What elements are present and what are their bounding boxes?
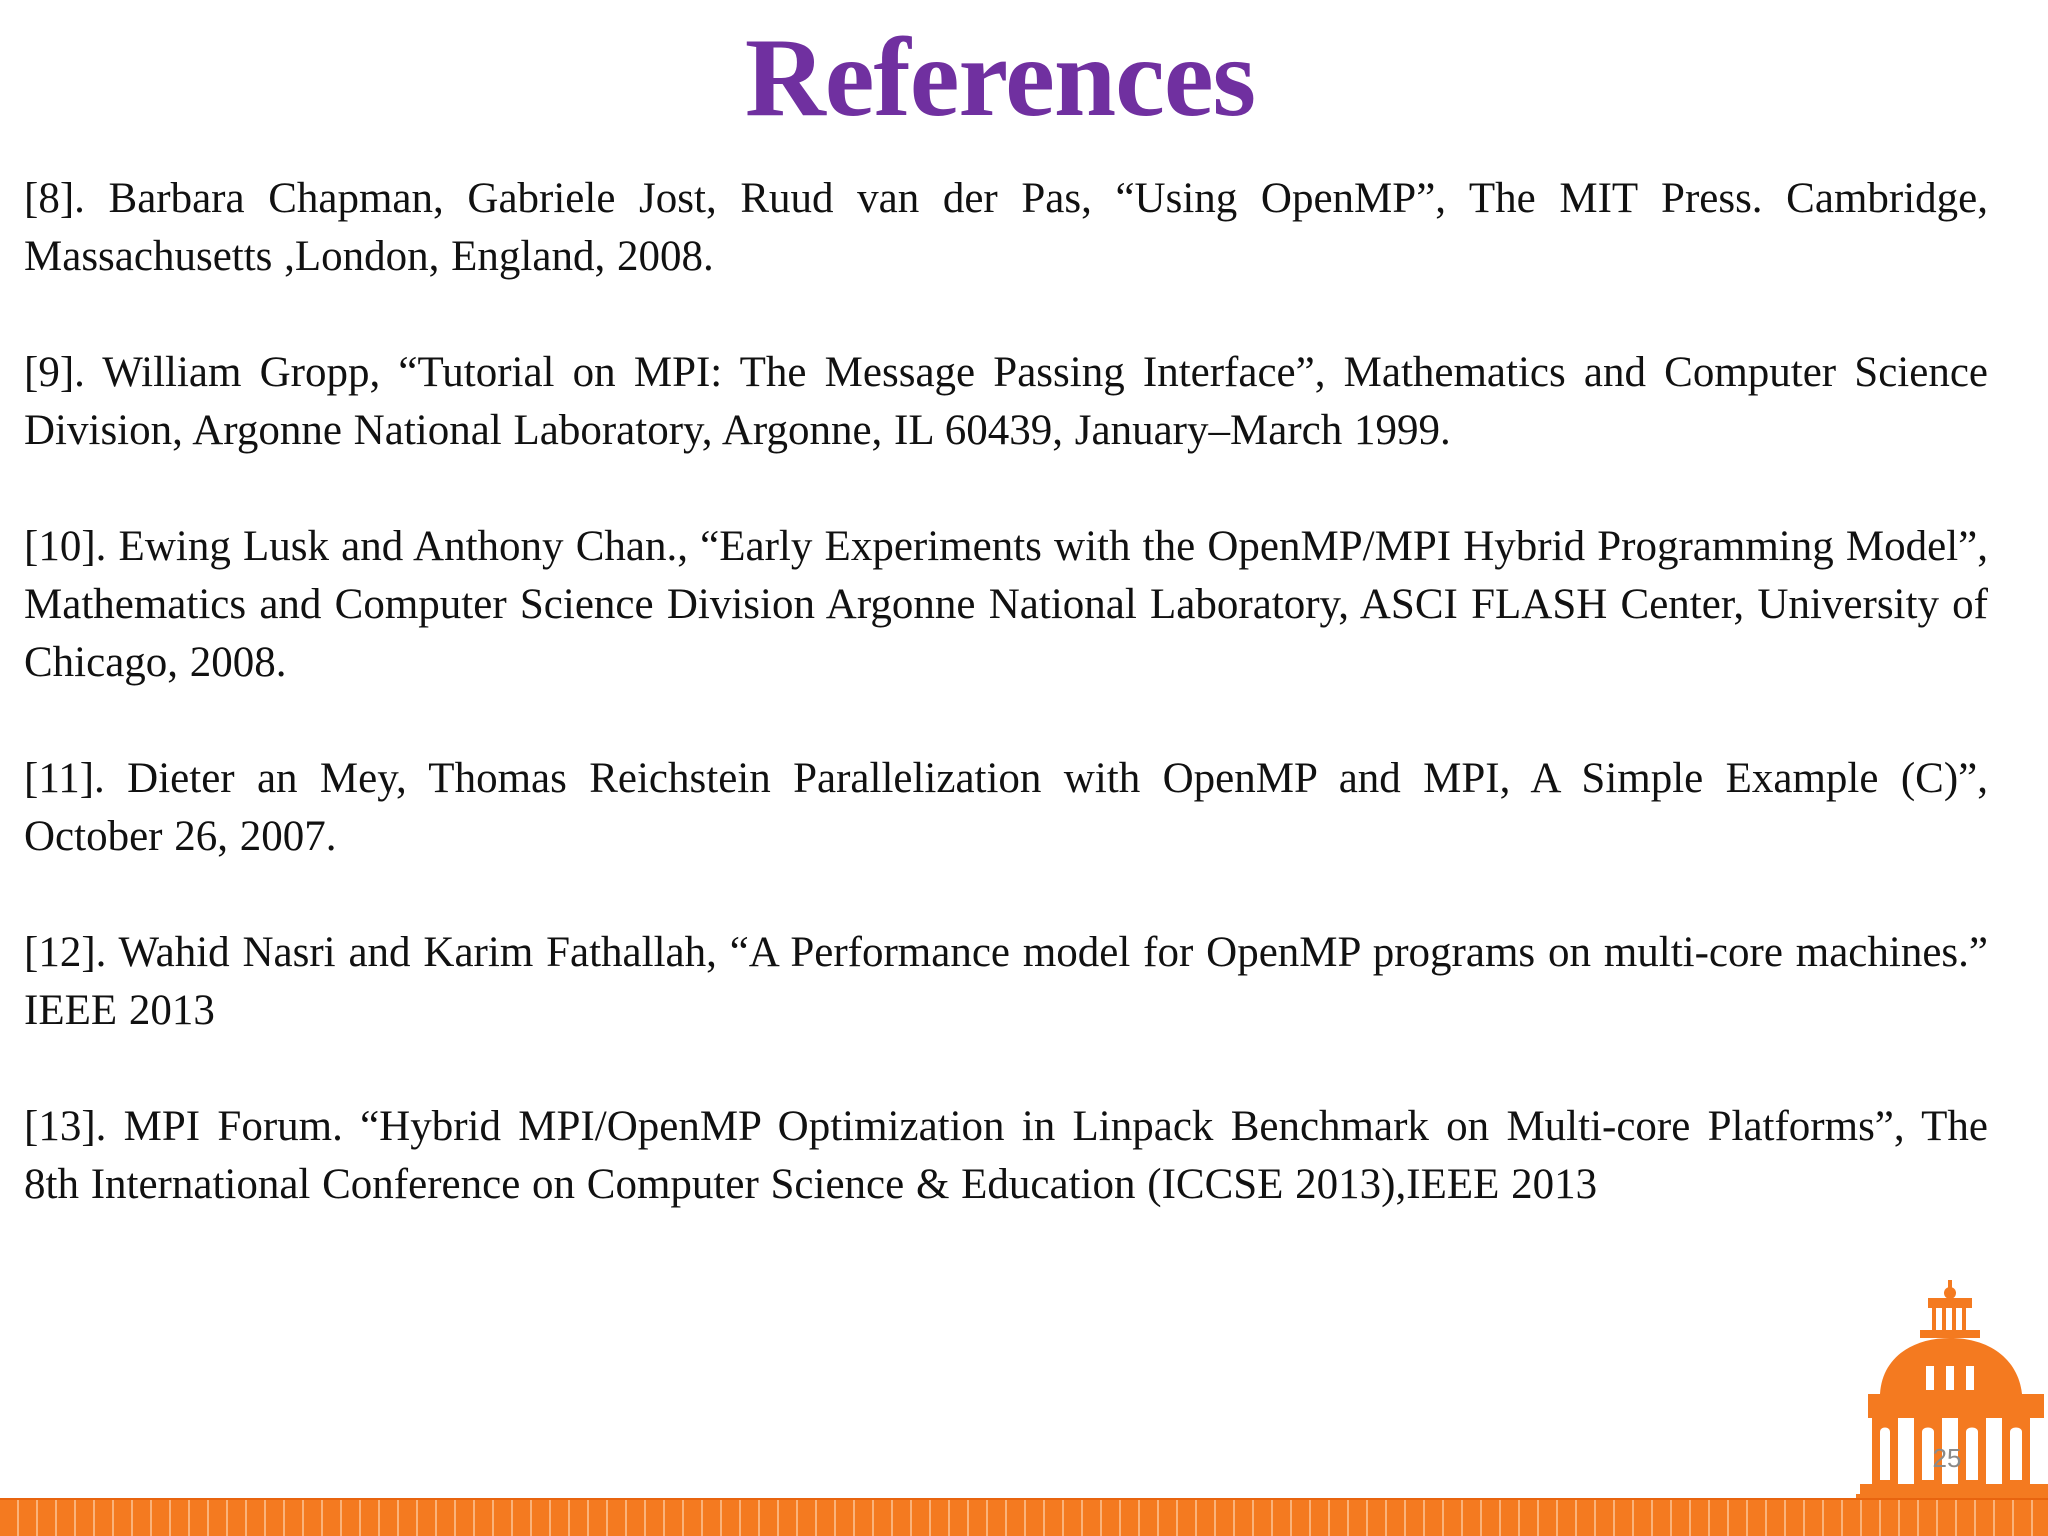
page-number: 25	[1932, 1443, 1962, 1473]
reference-item-13: [13]. MPI Forum. “Hybrid MPI/OpenMP Optimization in Linpack Benchmark on Multi-core Platforms”, The 8th International Conference on Computer Science & Education (ICCSE 2013),IEEE 2013	[24, 1103, 1988, 1208]
footer-bar	[0, 1500, 2048, 1536]
reference-list	[24, 170, 1988, 1214]
reference-item-10: [10]. Ewing Lusk and Anthony Chan., “Early Experiments with the OpenMP/MPI Hybrid Programming Model”, Mathematics and Computer Science Division Argonne National Laboratory, ASCI FLASH Center, University of Chicago, 2008.	[24, 523, 1988, 686]
reference-item-8: [8]. Barbara Chapman, Gabriele Jost, Ruud van der Pas, “Using OpenMP”, The MIT Press. Cambridge, Massachusetts ,London, England, 2008.	[24, 175, 1988, 280]
slide-title: References	[744, 16, 1256, 140]
reference-item-9: [9]. William Gropp, “Tutorial on MPI: The Message Passing Interface”, Mathematics and Computer Science Division, Argonne National Laboratory, Argonne, IL 60439, January–March 1999.	[24, 349, 1988, 454]
reference-item-12: [12]. Wahid Nasri and Karim Fathallah, “A Performance model for OpenMP programs on multi-core machines.” IEEE 2013	[24, 929, 1988, 1034]
reference-item-11: [11]. Dieter an Mey, Thomas Reichstein Parallelization with OpenMP and MPI, A Simple Example (C)”, October 26, 2007.	[24, 755, 1988, 860]
